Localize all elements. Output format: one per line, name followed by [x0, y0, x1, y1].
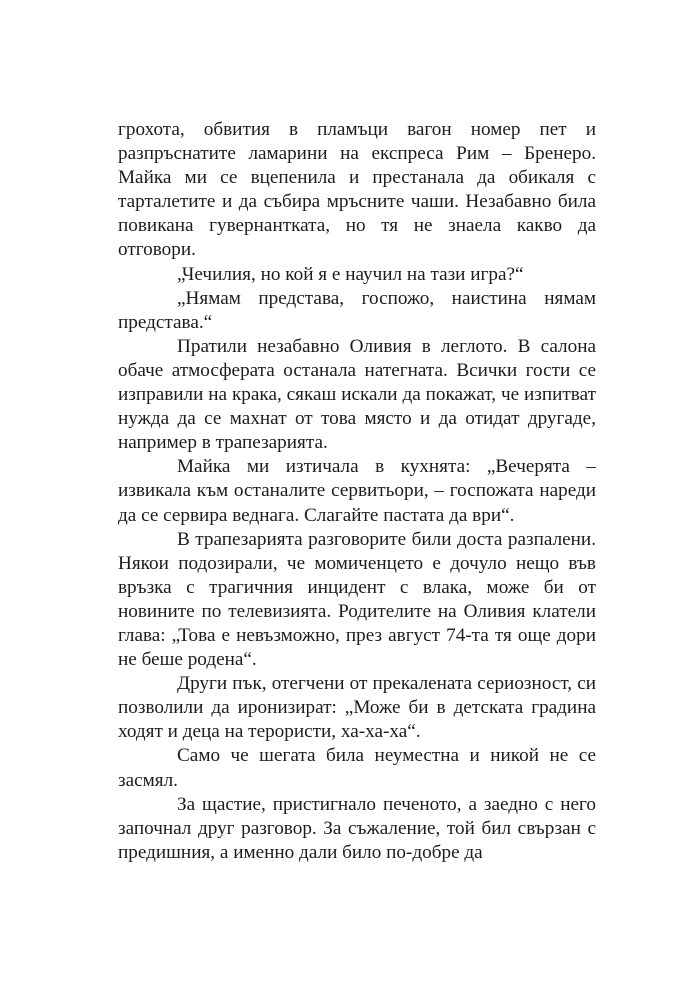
paragraph: „Чечилия, но кой я е научил на тази игра?“ — [177, 263, 524, 285]
paragraph: Само че шегата била неуместна и никой не се засмял. — [118, 745, 596, 791]
paragraph: Майка ми изтичала в кухнята: „Вечерята – извикала към останалите сервитьори, – госпожата нареди да се сервира веднага. Слагайте пастата да ври“. — [118, 456, 596, 526]
paragraph: Пратили незабавно Оливия в леглото. В салона обаче атмосферата останала натегната. Всички гости се изправили на крака, сякаш искали да покажат, че изпитват нужда да се махнат от това място и да отидат другаде, например в трапезарията. — [118, 335, 596, 454]
paragraph: грохота, обвития в пламъци вагон номер пет и разпръснатите ламарини на експреса Рим – Бренеро. Майка ми се вцепенила и престанала да обикаля с тарталетите и да събира мръсните чаши. Незабавно била повикана гувернантката, но тя не знаела какво да отговори. — [118, 119, 596, 261]
paragraph: „Нямам представа, госпожо, наистина нямам представа.“ — [118, 287, 596, 333]
paragraph: В трапезарията разговорите били доста разпалени. Някои подозирали, че момиченцето е дочуло нещо във връзка с трагичния инцидент с влака, може би от новините по телевизията. Родителите на Оливия клатели глава: „Това е невъзможно, през август 74-та тя още дори не беше родена“. — [118, 528, 596, 671]
paragraph: Други пък, отегчени от прекалената сериозност, си позволили да иронизират: „Може би в детската градина ходят и деца на терористи, ха-ха-ха“. — [118, 673, 596, 743]
body-text — [118, 118, 596, 865]
paragraph: За щастие, пристигнало печеното, а заедно с него започнал друг разговор. За съжаление, той бил свързан с предишния, а именно дали било по-добре да — [118, 793, 596, 863]
